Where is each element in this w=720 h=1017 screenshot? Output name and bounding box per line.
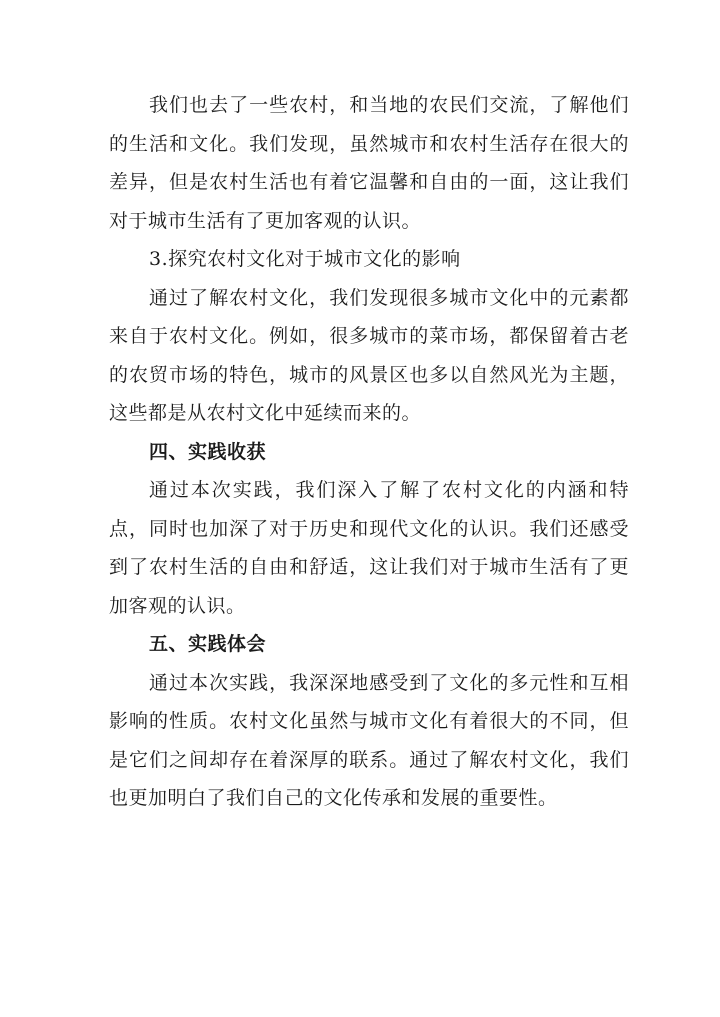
paragraph-village-visit: 我们也去了一些农村，和当地的农民们交流，了解他们的生活和文化。我们发现，虽然城市和农村生活存在很大的差异，但是农村生活也有着它温馨和自由的一面，这让我们对于城市生活有了更加客观的认识。 <box>109 94 629 232</box>
paragraph-rural-elements: 通过了解农村文化，我们发现很多城市文化中的元素都来自于农村文化。例如，很多城市的菜市场，都保留着古老的农贸市场的特色，城市的风景区也多以自然风光为主题，这些都是从农村文化中延续而来的。 <box>109 286 629 424</box>
document-body <box>109 86 629 818</box>
subheading-rural-influence: 3.探究农村文化对于城市文化的影响 <box>149 248 461 270</box>
paragraph-gains: 通过本次实践，我们深入了解了农村文化的内涵和特点，同时也加深了对于历史和现代文化的认识。我们还感受到了农村生活的自由和舒适，这让我们对于城市生活有了更加客观的认识。 <box>109 479 629 617</box>
section-heading-gains: 四、实践收获 <box>149 440 267 463</box>
section-heading-reflections: 五、实践体会 <box>149 633 267 655</box>
paragraph-reflections: 通过本次实践，我深深地感受到了文化的多元性和互相影响的性质。农村文化虽然与城市文化有着很大的不同，但是它们之间却存在着深厚的联系。通过了解农村文化，我们也更加明白了我们自己的文化传承和发展的重要性。 <box>109 671 629 809</box>
